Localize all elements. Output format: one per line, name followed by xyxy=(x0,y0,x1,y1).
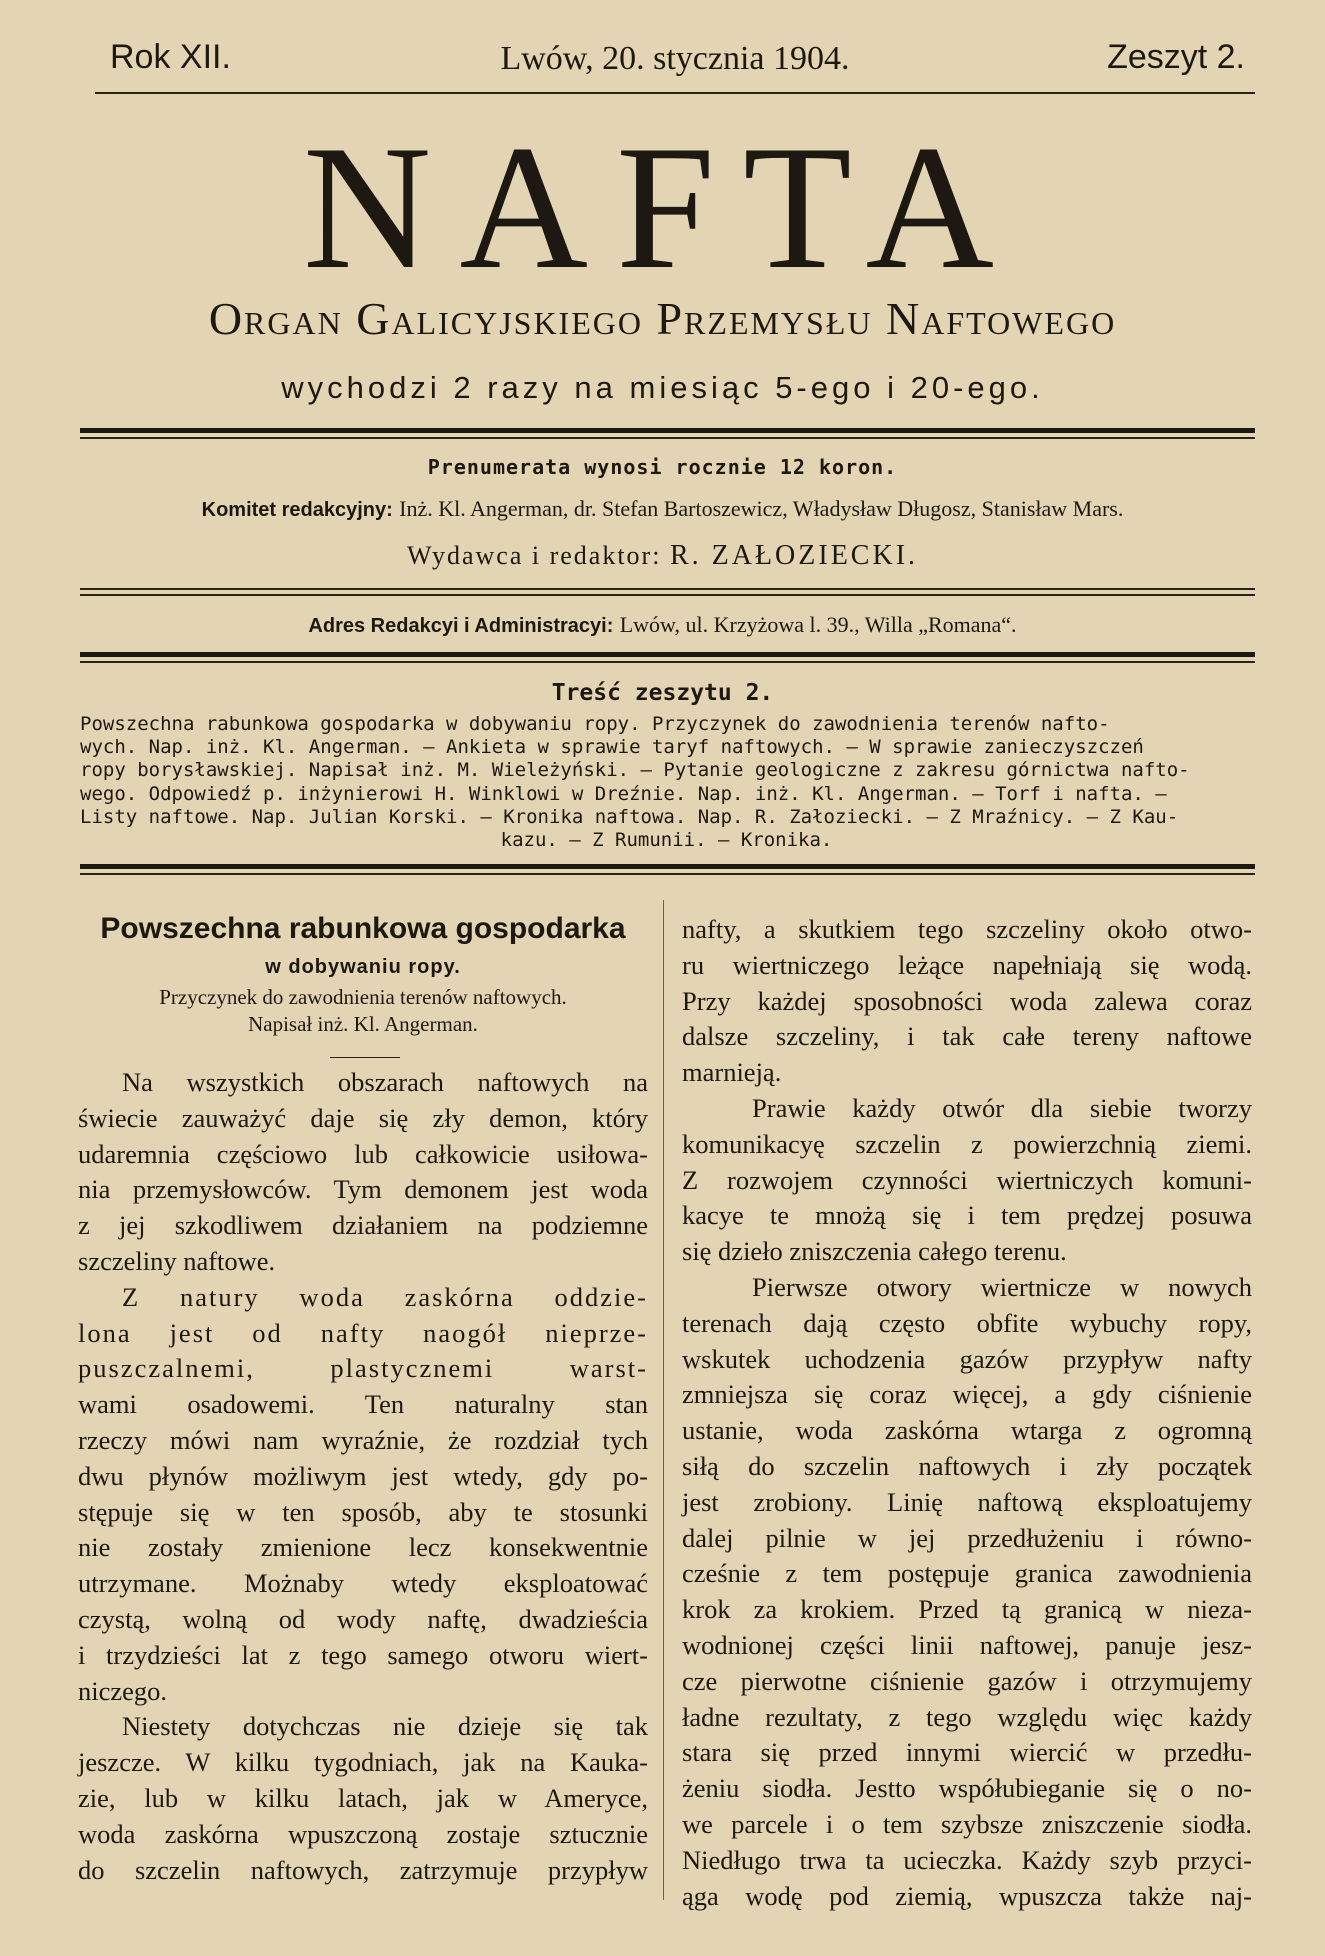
text-line: ładne rezultaty, z tego względu więc każdy xyxy=(682,1701,1252,1732)
toc-line: Powszechna rabunkowa gospodarka w dobywaniu ropy. Przyczynek do zawodnienia terenów nafto- xyxy=(80,713,1110,735)
publisher xyxy=(0,540,1325,572)
toc-line: Listy naftowe. Nap. Julian Korski. — Kronika naftowa. Nap. R. Załoziecki. — Z Mraźnicy. — Z Kau- xyxy=(80,805,1179,828)
text-line: Z rozwojem czynności wiertniczych komuni- xyxy=(682,1164,1252,1195)
text-line: dalej pilnie w jej przedłużeniu i równo- xyxy=(682,1522,1252,1553)
article-separator xyxy=(330,1057,400,1058)
editorial-address xyxy=(0,612,1325,638)
text-line: marnieją. xyxy=(682,1057,782,1088)
text-line: nafty, a skutkiem tego szczeliny około otwo- xyxy=(682,914,1252,944)
place-date: Lwów, 20. stycznia 1904. xyxy=(500,40,850,77)
info-rule-2 xyxy=(80,594,1255,596)
masthead-rule-thin xyxy=(80,437,1255,439)
address-rule xyxy=(80,652,1255,657)
text-line: wami osadowemi. Ten naturalny stan xyxy=(78,1389,648,1420)
text-line: komunikacyę szczelin z powierzchnią ziemi. xyxy=(682,1128,1252,1159)
text-line: wskutek uchodzenia gazów przypływ nafty xyxy=(682,1343,1252,1374)
text-line: czystą, wolną od wody naftę, dwadzieścia xyxy=(78,1603,648,1634)
text-line: kacye te mnożą się i tem prędzej posuwa xyxy=(682,1200,1252,1231)
article-author: Napisał inż. Kl. Angerman. xyxy=(248,1012,478,1036)
text-line: zmniejsza się coraz więcej, a gdy ciśnienie xyxy=(682,1379,1252,1410)
text-line: ustanie, woda zaskórna wtarga z ogromną xyxy=(682,1415,1252,1446)
text-line: terenach dają często obfite wybuchy ropy, xyxy=(682,1307,1252,1338)
text-line: jest zrobiony. Linię naftową eksploatujemy xyxy=(682,1486,1252,1517)
toc-rule-thin xyxy=(80,873,1255,875)
publication-frequency: wychodzi 2 razy na miesiąc 5-ego i 20-ego. xyxy=(281,370,1044,405)
toc-line: ropy borysławskiej. Napisał inż. M. Wieleżyński. — Pytanie geologiczne z zakresu górnictwa nafto- xyxy=(80,759,1190,782)
issue-line xyxy=(95,38,1255,90)
masthead-subtitle: Organ Galicyjskiego Przemysłu Naftowego xyxy=(208,293,1117,344)
publisher-label: Wydawca i redaktor: xyxy=(406,541,662,570)
info-rule xyxy=(80,588,1255,590)
text-line: Na wszystkich obszarach naftowych na xyxy=(122,1067,648,1097)
address-label: Adres Redakcyi i Administracyi: xyxy=(308,615,614,637)
committee-label: Komitet redakcyjny: xyxy=(201,499,393,521)
text-line: udaremnia częściowo lub całkowicie usiłowa- xyxy=(78,1138,648,1169)
column-divider xyxy=(663,900,664,1900)
text-line: wodnionej części linii naftowej, panuje jesz- xyxy=(682,1629,1252,1660)
text-line: stępuje się w ten sposób, aby te stosunki xyxy=(78,1496,648,1527)
issue-number: Zeszyt 2. xyxy=(1107,38,1245,76)
address-rule-thin xyxy=(80,661,1255,663)
article-column-left xyxy=(78,1065,648,1888)
article-column-right xyxy=(682,912,1252,1914)
text-line: Z natury woda zaskórna oddzie- xyxy=(122,1281,648,1312)
text-line: lona jest od nafty naogół nieprze- xyxy=(78,1317,648,1348)
text-line: puszczalnemi, plastycznemi warst- xyxy=(78,1353,648,1384)
text-line: się dzieło zniszczenia całego terenu. xyxy=(682,1236,1067,1267)
subscription-price: Prenumerata wynosi rocznie 12 koron. xyxy=(427,455,898,479)
text-line: dwu płynów możliwym jest wtedy, gdy po- xyxy=(78,1460,648,1491)
text-line: utrzymane. Możnaby wtedy eksploatować xyxy=(78,1568,648,1599)
text-line: jeszcze. W kilku tygodniach, jak na Kauka- xyxy=(78,1747,648,1778)
text-line: cześnie z tem postępuje granica zawodnienia xyxy=(682,1558,1252,1589)
text-line: z jej szkodliwem działaniem na podziemne xyxy=(78,1210,648,1241)
article-subtitle: w dobywaniu ropy. xyxy=(265,956,461,978)
text-line: dalsze szczeliny, i tak całe tereny naftowe xyxy=(682,1021,1252,1052)
publisher-name: R. ZAŁOZIECKI. xyxy=(669,540,919,571)
text-line: Przy każdej sposobności woda zalewa coraz xyxy=(682,985,1252,1016)
text-line: stara się przed innymi wiercić w przedłu- xyxy=(682,1737,1252,1768)
masthead-rule xyxy=(80,428,1255,433)
toc-line: wych. Nap. inż. Kl. Angerman. — Ankieta w sprawie taryf naftowych. — W sprawie zanieczyszczeń xyxy=(80,736,1144,759)
address-value: Lwów, ul. Krzyżowa l. 39., Willa „Romana“. xyxy=(619,612,1017,637)
text-line: ąga wodę pod ziemią, wpuszcza także naj- xyxy=(682,1880,1252,1911)
text-line: żeniu siodła. Jestto współubieganie się o no- xyxy=(682,1773,1252,1804)
text-line: Niestety dotychczas nie dzieje się tak xyxy=(122,1711,648,1742)
toc-line: kazu. — Z Rumunii. — Kronika. xyxy=(500,829,833,852)
toc-rule xyxy=(80,864,1255,869)
article-description xyxy=(78,984,648,1038)
text-line: we parcele i o tem szybsze zniszczenie siodła. xyxy=(682,1808,1252,1839)
editorial-committee xyxy=(0,496,1325,522)
text-line: świecie zauważyć daje się zły demon, który xyxy=(78,1102,648,1133)
article-desc-line: Przyczynek do zawodnienia terenów naftowych. xyxy=(159,985,567,1009)
masthead-title: NAFTA xyxy=(302,108,1023,306)
committee-members: Inż. Kl. Angerman, dr. Stefan Bartoszewicz, Władysław Długosz, Stanisław Mars. xyxy=(399,496,1124,521)
toc-line: wego. Odpowiedź p. inżynierowi H. Winklowi w Dreźnie. Nap. inż. Kl. Angerman. — Torf i nafta. — xyxy=(80,782,1167,805)
text-line: Niedługo trwa ta ucieczka. Każdy szyb przyci- xyxy=(682,1844,1252,1875)
text-line: Prawie każdy otwór dla siebie tworzy xyxy=(752,1092,1252,1123)
toc-heading: Treść zeszytu 2. xyxy=(551,680,774,706)
text-line: i trzydzieści lat z tego samego otworu wiert- xyxy=(78,1639,648,1670)
text-line: krok za krokiem. Przed tą granicą w nieza- xyxy=(682,1594,1252,1625)
article-title: Powszechna rabunkowa gospodarka xyxy=(100,912,626,945)
text-line: zie, lub w kilku latach, jak w Ameryce, xyxy=(78,1782,648,1813)
top-rule xyxy=(95,92,1255,94)
volume-number: Rok XII. xyxy=(110,38,231,76)
table-of-contents xyxy=(80,713,1253,852)
text-line: niczego. xyxy=(78,1675,168,1706)
text-line: rzeczy mówi nam wyraźnie, że rozdział tych xyxy=(78,1424,648,1455)
text-line: woda zaskórna wpuszczoną zostaje sztucznie xyxy=(78,1818,648,1849)
text-line: Pierwsze otwory wiertnicze w nowych xyxy=(752,1271,1252,1302)
text-line: do szczelin naftowych, zatrzymuje przypływ xyxy=(78,1854,648,1885)
text-line: cze pierwotne ciśnienie gazów i otrzymujemy xyxy=(682,1665,1252,1696)
text-line: szczeliny naftowe. xyxy=(78,1245,276,1276)
text-line: ru wiertniczego leżące napełniają się wodą. xyxy=(682,949,1252,980)
text-line: nie zostały zmienione lecz konsekwentnie xyxy=(78,1532,648,1563)
text-line: siłą do szczelin naftowych i zły początek xyxy=(682,1450,1252,1481)
text-line: nia przemysłowców. Tym demonem jest woda xyxy=(78,1174,648,1205)
